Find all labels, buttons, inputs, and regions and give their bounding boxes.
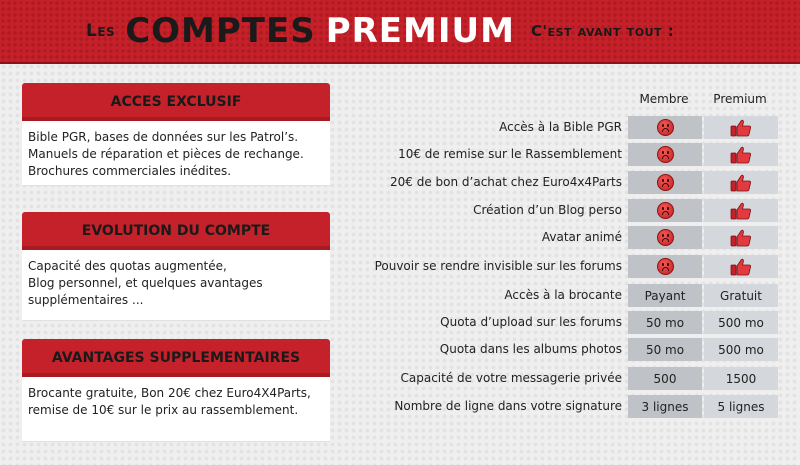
member-cell	[628, 143, 702, 166]
table-row	[330, 142, 780, 166]
title-word-premium: PREMIUM	[325, 11, 515, 51]
panel-line: Brochures commerciales inédites.	[28, 164, 232, 178]
premium-cell	[704, 255, 778, 278]
thumbs-up-icon	[730, 258, 752, 276]
panel-line: Bible PGR, bases de données sur les Patrol’s.	[28, 130, 299, 144]
thumbs-up-icon	[730, 229, 752, 247]
row-label: Avatar animé	[541, 230, 622, 244]
sad-face-icon	[657, 202, 674, 219]
panel-body	[22, 250, 330, 321]
panel-body	[22, 121, 330, 186]
premium-cell: 500 mo	[704, 311, 778, 334]
title-suffix: C'est avant tout :	[530, 22, 675, 40]
title-prefix: Les	[86, 21, 116, 41]
premium-cell	[704, 199, 778, 222]
premium-cell: 5 lignes	[704, 395, 778, 418]
panel-line: Capacité des quotas augmentée,	[28, 259, 227, 273]
member-cell: Payant	[628, 284, 702, 307]
table-row	[330, 310, 780, 334]
row-label: Nombre de ligne dans votre signature	[394, 399, 622, 413]
sad-face-icon	[657, 146, 674, 163]
thumbs-up-icon	[730, 174, 752, 192]
member-cell: 50 mo	[628, 311, 702, 334]
table-row	[330, 337, 780, 361]
member-cell: 500	[628, 367, 702, 390]
row-label: 20€ de bon d’achat chez Euro4x4Parts	[390, 175, 622, 189]
member-cell: 3 lignes	[628, 395, 702, 418]
thumbs-up-icon	[730, 119, 752, 137]
page-title	[86, 0, 800, 62]
panel-evolution-compte	[22, 212, 330, 321]
premium-cell	[704, 116, 778, 139]
sad-face-icon	[657, 174, 674, 191]
table-row	[330, 254, 780, 278]
table-row	[330, 225, 780, 249]
panel-title: ACCES EXCLUSIF	[22, 83, 330, 121]
member-cell	[628, 171, 702, 194]
premium-cell: Gratuit	[704, 284, 778, 307]
title-word-comptes: COMPTES	[125, 11, 316, 51]
sad-face-icon	[657, 229, 674, 246]
row-label: Accès à la brocante	[504, 288, 622, 302]
panel-line: Brocante gratuite, Bon 20€ chez Euro4X4Parts,	[28, 386, 311, 400]
premium-cell: 500 mo	[704, 338, 778, 361]
row-label: Quota d’upload sur les forums	[440, 315, 622, 329]
table-row	[330, 170, 780, 194]
member-cell	[628, 226, 702, 249]
panel-line: Manuels de réparation et pièces de rechange.	[28, 147, 304, 161]
table-row	[330, 394, 780, 418]
row-label: Accès à la Bible PGR	[499, 120, 622, 134]
panel-title: AVANTAGES SUPPLEMENTAIRES	[22, 339, 330, 377]
premium-cell: 1500	[704, 367, 778, 390]
table-row	[330, 198, 780, 222]
column-header-member: Membre	[639, 92, 689, 106]
panel-title: EVOLUTION DU COMPTE	[22, 212, 330, 250]
panel-line: Blog personnel, et quelques avantages	[28, 276, 263, 290]
panel-line: supplémentaires ...	[28, 293, 144, 307]
panel-line: remise de 10€ sur le prix au rassemblement.	[28, 403, 299, 417]
sad-face-icon	[657, 258, 674, 275]
row-label: 10€ de remise sur le Rassemblement	[398, 147, 622, 161]
premium-cell	[704, 226, 778, 249]
row-label: Création d’un Blog perso	[473, 203, 622, 217]
table-row	[330, 366, 780, 390]
column-header-premium: Premium	[713, 92, 767, 106]
panel-avantages-supplementaires	[22, 339, 330, 442]
premium-cell	[704, 143, 778, 166]
row-label: Quota dans les albums photos	[439, 342, 622, 356]
table-row	[330, 283, 780, 307]
thumbs-up-icon	[730, 202, 752, 220]
table-row	[330, 115, 780, 139]
row-label: Capacité de votre messagerie privée	[400, 371, 622, 385]
panel-acces-exclusif	[22, 83, 330, 186]
premium-cell	[704, 171, 778, 194]
sad-face-icon	[657, 119, 674, 136]
member-cell	[628, 255, 702, 278]
row-label: Pouvoir se rendre invisible sur les forums	[374, 259, 622, 273]
member-cell	[628, 199, 702, 222]
member-cell	[628, 116, 702, 139]
panel-body	[22, 377, 330, 442]
thumbs-up-icon	[730, 146, 752, 164]
member-cell: 50 mo	[628, 338, 702, 361]
